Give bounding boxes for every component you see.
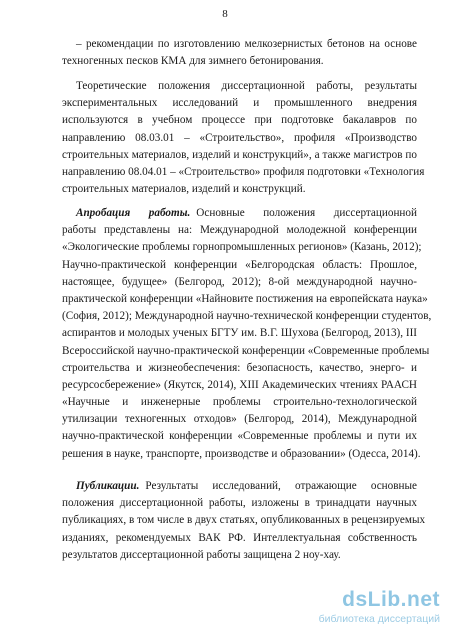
watermark-logo: dsLib.net xyxy=(342,588,440,611)
watermark-subtitle: библиотека диссертаций xyxy=(318,613,440,625)
paragraph-recommendations xyxy=(62,36,417,70)
text-line-rest: Результаты исследований, отражающие основные xyxy=(145,480,417,492)
paragraph-approbation xyxy=(62,205,432,463)
text-line xyxy=(62,478,417,495)
text-line: результатов диссертационной работы защищена 2 ноу-хау. xyxy=(62,548,341,561)
text-line: используются в учебном процессе при подготовке бакалавров по xyxy=(62,114,417,127)
text-line: направлению 08.03.01 – «Строительство», профиля «Производство xyxy=(62,131,417,144)
text-line-rest: Основные положения диссертационной xyxy=(196,207,418,219)
dslib-watermark xyxy=(310,588,440,628)
text-line: (София, 2012); Международной научно-технической конференции студентов, xyxy=(62,310,432,323)
text-line: научно-практической конференции «Современные проблемы и пути их xyxy=(62,430,417,443)
text-line: утилизации техногенных отходов» (Белгород, 2014), Международной xyxy=(62,413,417,426)
text-line: настоящее, будущее» (Белгород, 2012); 8-ой международной научно- xyxy=(62,275,417,288)
text-line: Всероссийской научно-практической конференции «Современные проблемы xyxy=(62,344,430,357)
text-line: техногенных песков КМА для зимнего бетонирования. xyxy=(62,55,324,68)
page-number: 8 xyxy=(222,8,228,20)
text-line: экспериментальных исследований и промышленного внедрения xyxy=(62,97,417,110)
text-line: «Научные и инженерные проблемы строительно-технологической xyxy=(62,396,417,409)
text-line: работы представлены на: Международной молодежной конференции xyxy=(62,224,417,237)
text-line: практической конференции «Найновите постижения на европейската наука» xyxy=(62,292,428,305)
text-line: положения диссертационной работы, изложены в тринадцати научных xyxy=(62,497,417,510)
text-line: направлению 08.04.01 – «Строительство» профиля подготовки «Технология xyxy=(62,165,425,178)
text-line: «Экологические проблемы горнопромышленных регионов» (Казань, 2012); xyxy=(62,241,422,254)
text-line: изданиях, рекомендуемых ВАК РФ. Интеллектуальная собственность xyxy=(62,531,417,544)
paragraph-publications xyxy=(62,478,426,564)
text-line: ресурсосбережение» (Якутск, 2014), XIII Академических чтениях РААСН xyxy=(62,378,417,391)
text-line: строительных материалов, изделий и конструкций. xyxy=(62,183,306,196)
text-line: публикациях, в том числе в двух статьях, опубликованных в рецензируемых xyxy=(62,514,426,527)
approbation-heading: Апробация работы. xyxy=(76,207,191,219)
text-line: решения в науке, транспорте, производстве и образовании» (Одесса, 2014). xyxy=(62,447,421,460)
text-line: Теоретические положения диссертационной работы, результаты xyxy=(76,80,417,92)
publications-heading: Публикации. xyxy=(76,480,140,492)
text-line: Научно-практической конференции «Белгородская область: Прошлое, xyxy=(62,258,417,271)
text-line: строительства и жизнеобеспечения: безопасность, качество, энерго- и xyxy=(62,361,417,374)
text-line: аспирантов и молодых ученых БГТУ им. В.Г. Шухова (Белгород, 2013), III xyxy=(62,327,418,340)
text-line: – рекомендации по изготовлению мелкозернистых бетонов на основе xyxy=(76,38,417,50)
text-line: строительных материалов, изделий и конструкций», а также магистров по xyxy=(62,148,417,161)
text-line xyxy=(62,205,417,222)
paragraph-theory xyxy=(62,78,425,198)
